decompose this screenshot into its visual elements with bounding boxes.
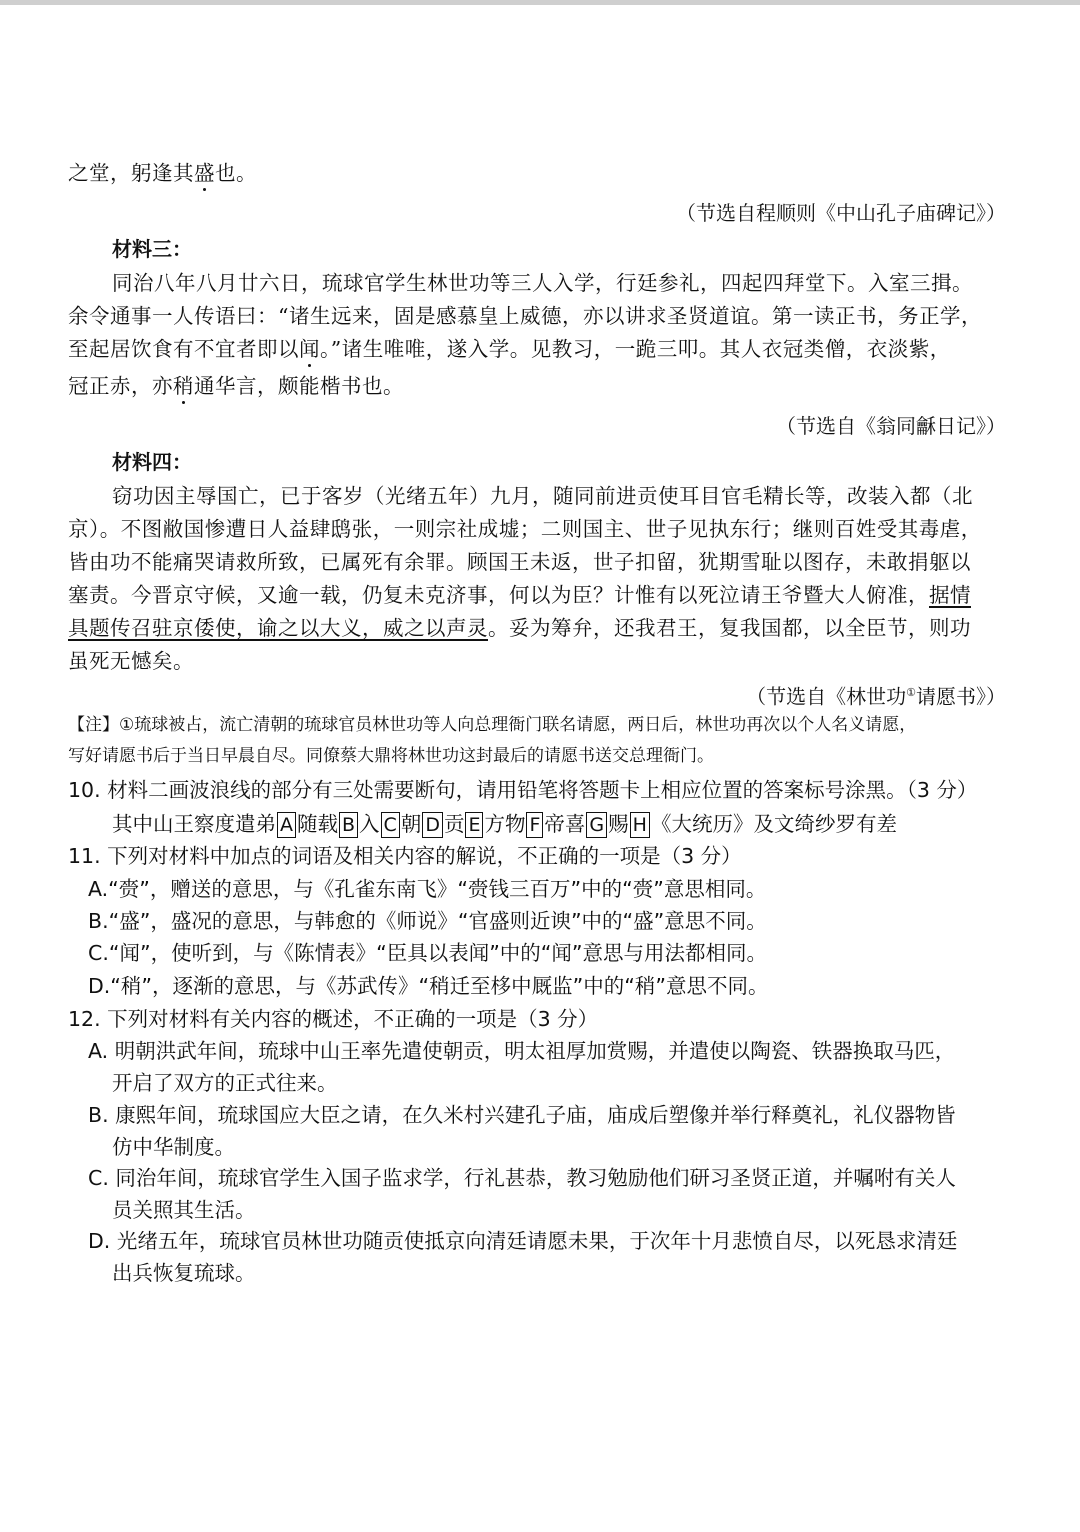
note-line-2: 写好请愿书后于当日早晨自尽。同僚蔡大鼎将林世功这封最后的请愿书送交总理衙门。: [68, 746, 714, 766]
material4-source: （节选自《林世功①请愿书》）: [746, 684, 1006, 709]
material3-line-2: 余令通事一人传语曰：“诸生远来，固是感慕皇上威德，亦以讲求圣贤道谊。第一读正书，务正学，: [68, 304, 982, 328]
material3-line-1: 同治八年八月廿六日，琉球官学生林世功等三人入学，行廷参礼，四起四拜堂下。入室三揖。: [112, 271, 973, 295]
question-12-option-c[interactable]: C. 同治年间，琉球官学生入国子监求学，行礼甚恭，教习勉励他们研习圣贤正道，并嘱咐有关人: [88, 1166, 956, 1190]
material2-last-line: 之堂，躬逢其盛也。: [68, 161, 257, 185]
material3-heading: 材料三：: [112, 237, 192, 261]
question-10-stem: 10. 材料二画波浪线的部分有三处需要断句，请用铅笔将答题卡上相应位置的答案标号涂黑。（3 分）: [68, 778, 978, 802]
break-box-g[interactable]: G: [586, 812, 607, 838]
question-10-sentence: 其中山王察度遣弟 A 随载 B 入 C 朝 D 贡 E 方物 F 帝喜 G 赐 H 《大统历》及文绮纱罗有差: [112, 812, 897, 836]
question-12-option-a[interactable]: A. 明朝洪武年间，琉球中山王率先遣使朝贡，明太祖厚加赏赐，并遣使以陶瓷、铁器换取马匹，: [88, 1039, 956, 1063]
dotted-char: 盛: [194, 161, 215, 185]
question-12-stem: 12. 下列对材料有关内容的概述，不正确的一项是（3 分）: [68, 1007, 599, 1031]
material4-line-6: 虽死无憾矣。: [68, 649, 194, 673]
question-11-option-b[interactable]: B.“盛”，盛况的意思，与韩愈的《师说》“官盛则近谀”中的“盛”意思不同。: [88, 909, 767, 933]
material3-line-3: 至起居饮食有不宜者即以闻。”诸生唯唯，遂入学。见教习，一跪三叩。其人衣冠类僧，衣淡紫，: [68, 337, 951, 361]
break-box-e[interactable]: E: [465, 812, 483, 838]
question-11-option-d[interactable]: D.“稍”，逐渐的意思，与《苏武传》“稍迁至栘中厩监”中的“稍”意思不同。: [88, 974, 769, 998]
question-12-option-b-cont: 仿中华制度。: [112, 1135, 235, 1159]
question-11-stem: 11. 下列对材料中加点的词语及相关内容的解说，不正确的一项是（3 分）: [68, 844, 742, 868]
question-12-option-c-cont: 员关照其生活。: [112, 1198, 256, 1222]
question-12-option-b[interactable]: B. 康熙年间，琉球国应大臣之请，在久米村兴建孔子庙，庙成后塑像并举行释奠礼，礼仪器物皆: [88, 1103, 956, 1127]
question-12-option-a-cont: 开启了双方的正式往来。: [112, 1071, 338, 1095]
material2-source: （节选自程顺则《中山孔子庙碑记》）: [676, 201, 1006, 225]
question-11-option-c[interactable]: C.“闻”，使听到，与《陈情表》“臣具以表闻”中的“闻”意思与用法都相同。: [88, 941, 768, 965]
underlined-text: 据情: [929, 583, 971, 607]
dotted-char: 闻: [299, 337, 320, 361]
material4-line-4: 塞责。今晋京守候，又逾一载，仍复未克济事，何以为臣？计惟有以死泣请王爷暨大人俯准，据情: [68, 583, 971, 607]
top-edge-bar: [0, 0, 1080, 5]
break-box-h[interactable]: H: [630, 812, 650, 838]
break-box-a[interactable]: A: [277, 812, 296, 838]
material4-line-1: 窃功因主辱国亡，已于客岁（光绪五年）九月，随同前进贡使耳目官毛精长等，改装入都（北: [112, 484, 973, 508]
material4-line-3: 皆由功不能痛哭请救所致，已属死有余罪。顾国王未返，世子扣留，犹期雪耻以图存，未敢捐躯以: [68, 550, 971, 574]
question-12-option-d[interactable]: D. 光绪五年，琉球官员林世功随贡使抵京向清廷请愿未果，于次年十月悲愤自尽，以死恳求清廷: [88, 1229, 958, 1253]
material3-source: （节选自《翁同龢日记》）: [776, 414, 1006, 438]
question-11-option-a[interactable]: A.“赍”，赠送的意思，与《孔雀东南飞》“赍钱三百万”中的“赍”意思相同。: [88, 877, 767, 901]
break-box-c[interactable]: C: [381, 812, 400, 838]
question-12-option-d-cont: 出兵恢复琉球。: [112, 1261, 256, 1285]
note-line-1: 【注】①琉球被占，流亡清朝的琉球官员林世功等人向总理衙门联名请愿，两日后，林世功再次以个人名义请愿，: [68, 715, 917, 735]
break-box-d[interactable]: D: [422, 812, 443, 838]
material4-heading: 材料四：: [112, 450, 192, 474]
break-box-f[interactable]: F: [526, 812, 543, 838]
underlined-text: 具题传召驻京倭使，谕之以大义，威之以声灵: [68, 616, 488, 640]
dotted-char: 稍: [173, 374, 194, 398]
material3-line-4: 冠正赤，亦稍通华言，颇能楷书也。: [68, 374, 404, 398]
break-box-b[interactable]: B: [339, 812, 358, 838]
material4-line-5: 具题传召驻京倭使，谕之以大义，威之以声灵。妥为筹弁，还我君王，复我国都，以全臣节，则功: [68, 616, 971, 640]
material4-line-2: 京）。不图敝国惨遭日人益肆鸱张，一则宗社成墟；二则国主、世子见执东行；继则百姓受其毒虐，: [68, 517, 982, 541]
